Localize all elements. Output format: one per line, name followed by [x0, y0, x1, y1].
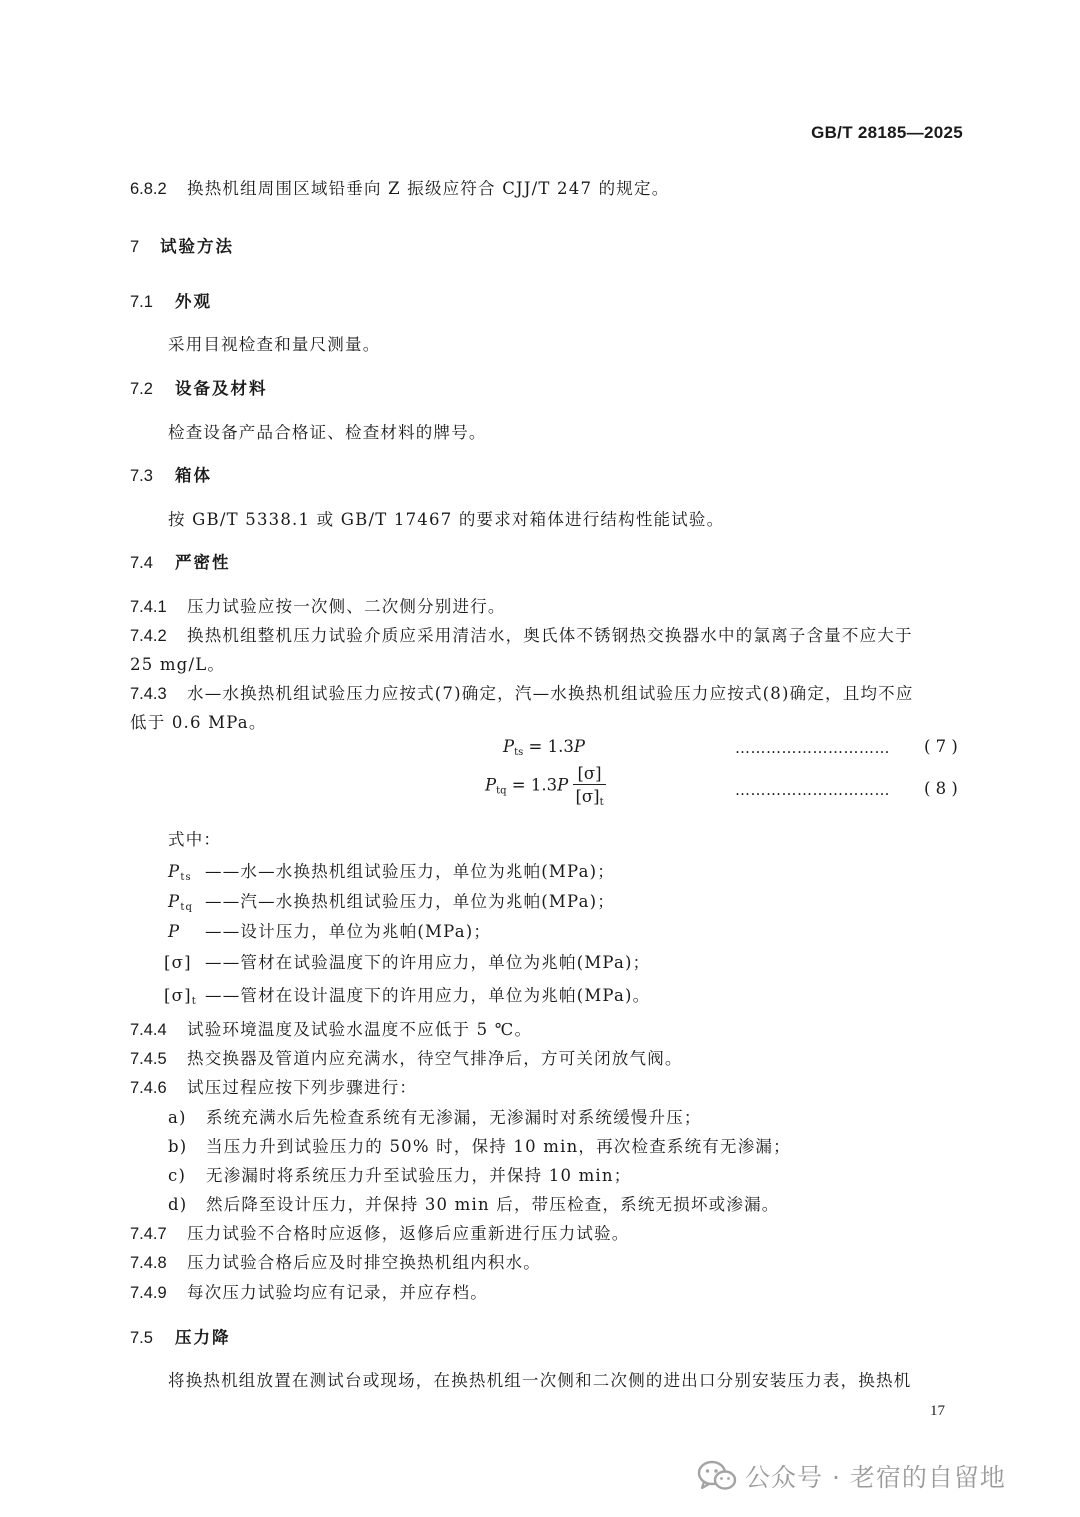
clause-text: 热交换器及管道内应充满水，待空气排净后，方可关闭放气阀。 — [187, 1049, 683, 1068]
symbol-definition: ——管材在试验温度下的许用应力，单位为兆帕(MPa)； — [205, 953, 651, 972]
clause-number: 7.4.4 — [130, 1021, 167, 1039]
where-item — [168, 858, 615, 883]
section-7-5-heading — [130, 1324, 231, 1348]
section-title: 外观 — [175, 292, 212, 311]
step-text: 系统充满水后先检查系统有无渗漏，无渗漏时对系统缓慢升压； — [206, 1108, 702, 1127]
section-number: 7.4 — [130, 554, 153, 572]
step-item — [168, 1104, 702, 1128]
step-label: a) — [168, 1108, 187, 1127]
formula-fraction — [573, 764, 605, 808]
formula-rhs: P — [573, 737, 585, 756]
clause-7-4-1 — [130, 593, 506, 617]
where-item — [168, 918, 491, 943]
section-number: 7.3 — [130, 467, 153, 485]
clause-7-4-9 — [130, 1279, 488, 1303]
section-number: 7.2 — [130, 380, 153, 398]
formula-7-leader: ………………………… — [735, 739, 890, 757]
formula-8-leader: ………………………… — [735, 781, 890, 799]
formula-8-number: ( 8 ) — [924, 779, 958, 798]
step-item — [168, 1133, 791, 1157]
step-text: 然后降至设计压力，并保持 30 min 后，带压检查，系统无损坏或渗漏。 — [206, 1195, 780, 1214]
formula-7 — [503, 737, 585, 758]
step-label: b) — [168, 1137, 188, 1156]
formula-8 — [485, 764, 606, 808]
clause-number: 7.4.7 — [130, 1225, 167, 1243]
section-title: 压力降 — [175, 1328, 231, 1347]
clause-7-4-6 — [130, 1074, 417, 1098]
section-7-1-body: 采用目视检查和量尺测量。 — [168, 335, 381, 354]
formula-rhs: P — [557, 775, 569, 795]
formula-lhs: P — [503, 737, 515, 756]
watermark-text: 公众号 · 老宿的自留地 — [745, 1463, 1006, 1492]
wechat-icon — [697, 1460, 737, 1492]
clause-number: 7.4.2 — [130, 627, 167, 645]
clause-text: 试验环境温度及试验水温度不应低于 5 ℃。 — [187, 1020, 533, 1039]
symbol: [σ] — [164, 953, 192, 972]
section-7-3-body: 按 GB/T 5338.1 或 GB/T 17467 的要求对箱体进行结构性能试验。 — [168, 510, 725, 529]
section-7-2-body: 检查设备产品合格证、检查材料的牌号。 — [168, 423, 487, 442]
step-text: 当压力升到试验压力的 50% 时，保持 10 min，再次检查系统有无渗漏； — [206, 1137, 791, 1156]
symbol: $P_{tq}$ — [168, 892, 194, 913]
formula-lhs: P — [485, 775, 497, 795]
clause-text: 压力试验合格后应及时排空换热机组内积水。 — [187, 1253, 541, 1272]
clause-7-4-2-continued: 25 mg/L。 — [130, 655, 226, 674]
formula-lhs-sub: ts — [514, 747, 524, 758]
page-number: 17 — [930, 1403, 945, 1419]
clause-number: 7.4.6 — [130, 1079, 167, 1097]
formula-lhs-sub: tq — [496, 785, 507, 797]
symbol: P — [168, 922, 181, 941]
clause-7-4-7 — [130, 1220, 630, 1244]
clause-number: 6.8.2 — [130, 180, 167, 198]
section-7-1-heading — [130, 288, 212, 312]
clause-text: 换热机组整机压力试验介质应采用清洁水，奥氏体不锈钢热交换器水中的氯离子含量不应大于 — [187, 626, 913, 645]
clause-text: 水—水换热机组试验压力应按式(7)确定，汽—水换热机组试验压力应按式(8)确定，且均不应 — [187, 684, 914, 703]
clause-7-4-3-continued: 低于 0.6 MPa。 — [130, 713, 267, 732]
where-label: 式中： — [168, 830, 222, 849]
symbol-definition: ——水—水换热机组试验压力，单位为兆帕(MPa)； — [205, 862, 615, 881]
section-7-heading — [130, 233, 234, 257]
clause-number: 7.4.1 — [130, 598, 167, 616]
symbol-definition: ——管材在设计温度下的许用应力，单位为兆帕(MPa)。 — [205, 986, 651, 1005]
clause-7-4-8 — [130, 1249, 541, 1273]
section-7-3-heading — [130, 462, 212, 486]
section-7-2-heading — [130, 375, 268, 399]
step-item — [168, 1191, 779, 1215]
symbol-definition: ——设计压力，单位为兆帕(MPa)； — [205, 922, 492, 941]
fraction-numerator: [σ] — [573, 764, 605, 785]
step-item — [168, 1162, 631, 1186]
section-7-5-body: 将换热机组放置在测试台或现场，在换热机组一次侧和二次侧的进出口分别安装压力表，换热机 — [168, 1371, 912, 1390]
section-title: 试验方法 — [160, 237, 234, 256]
formula-coeff: = 1.3 — [528, 737, 574, 756]
where-item — [164, 982, 650, 1007]
clause-number: 7.4.5 — [130, 1050, 167, 1068]
clause-number: 7.4.8 — [130, 1254, 167, 1272]
section-number: 7.5 — [130, 1329, 153, 1347]
clause-number: 7.4.9 — [130, 1284, 167, 1302]
section-7-4-heading — [130, 549, 231, 573]
where-item — [168, 888, 615, 913]
clause-7-4-4 — [130, 1016, 532, 1040]
clause-7-4-2 — [130, 622, 913, 646]
step-text: 无渗漏时将系统压力升至试验压力，并保持 10 min； — [206, 1166, 632, 1185]
formula-coeff: = 1.3 — [511, 775, 558, 795]
clause-7-4-3 — [130, 680, 914, 704]
step-label: c) — [168, 1166, 187, 1185]
section-title: 设备及材料 — [175, 379, 268, 398]
step-label: d) — [168, 1195, 188, 1214]
fraction-denominator: $[\sigma]_t$ — [575, 787, 604, 808]
clause-text: 每次压力试验均应有记录，并应存档。 — [187, 1283, 488, 1302]
clause-text: 换热机组周围区域铅垂向 Z 振级应符合 CJJ/T 247 的规定。 — [187, 179, 670, 198]
symbol-definition: ——汽—水换热机组试验压力，单位为兆帕(MPa)； — [205, 892, 615, 911]
section-number: 7.1 — [130, 293, 153, 311]
section-title: 严密性 — [175, 553, 231, 572]
symbol: $P_{ts}$ — [168, 862, 192, 883]
symbol: $[\sigma]_t$ — [164, 986, 197, 1007]
where-item — [164, 949, 650, 974]
watermark — [697, 1458, 1006, 1494]
clause-6-8-2 — [130, 175, 669, 199]
section-number: 7 — [130, 238, 140, 256]
clause-text: 压力试验不合格时应返修，返修后应重新进行压力试验。 — [187, 1224, 630, 1243]
section-title: 箱体 — [175, 466, 212, 485]
clause-text: 试压过程应按下列步骤进行： — [187, 1078, 418, 1097]
clause-text: 压力试验应按一次侧、二次侧分别进行。 — [187, 597, 506, 616]
standard-code: GB/T 28185—2025 — [811, 123, 963, 142]
clause-number: 7.4.3 — [130, 685, 167, 703]
formula-7-number: ( 7 ) — [924, 737, 958, 756]
clause-7-4-5 — [130, 1045, 683, 1069]
